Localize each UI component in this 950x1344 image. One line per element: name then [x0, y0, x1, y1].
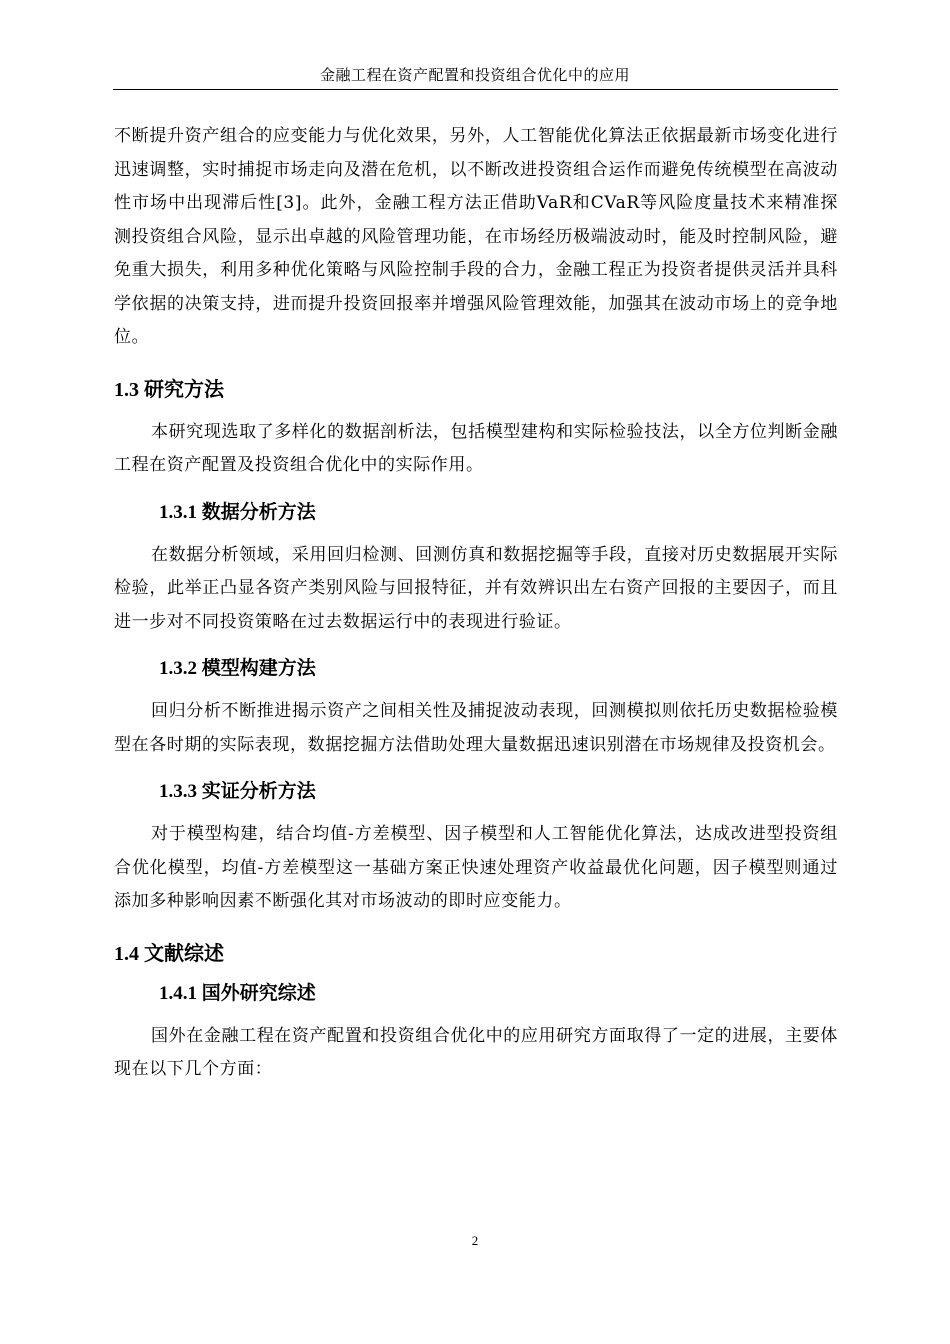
section-1-3-2-paragraph: 回归分析不断推进揭示资产之间相关性及捕捉波动表现，回测模拟则依托历史数据检验模型在各时期的实际表现，数据挖掘方法借助处理大量数据迅速识别潜在市场规律及投资机会。 — [114, 701, 838, 755]
section-1-3-1-paragraph: 在数据分析领域，采用回归检测、回测仿真和数据挖掘等手段，直接对历史数据展开实际检验，此举正凸显各资产类别风险与回报特征，并有效辨识出左右资产回报的主要因子，而且进一步对不同投资策略在过去数据运行中的表现进行验证。 — [114, 544, 838, 632]
intro-paragraph: 不断提升资产组合的应变能力与优化效果，另外，人工智能优化算法正依据最新市场变化进行迅速调整，实时捕捉市场走向及潜在危机，以不断改进投资组合运作而避免传统模型在高波动性市场中出现滞后性[3]。此外，金融工程方法正借助VaR和CVaR等风险度量技术来精准探测投资组合风险，显示出卓越的风险管理功能，在市场经历极端波动时，能及时控制风险，避免重大损失，利用多种优化策略与风险控制手段的合力，金融工程正为投资者提供灵活并具科学依据的决策支持，进而提升投资回报率并增强风险管理效能，加强其在波动市场上的竞争地位。 — [114, 126, 838, 347]
section-heading-1-4: 1.4 文献综述 — [114, 942, 224, 965]
section-1-3-paragraph: 本研究现选取了多样化的数据剖析法，包括模型建构和实际检验技法，以全方位判断金融工程在资产配置及投资组合优化中的实际作用。 — [114, 421, 838, 475]
page-number: 2 — [471, 1233, 479, 1248]
section-heading-1-3-2: 1.3.2 模型构建方法 — [159, 658, 316, 679]
section-heading-1-3-3: 1.3.3 实证分析方法 — [159, 781, 316, 802]
running-header-title: 金融工程在资产配置和投资组合优化中的应用 — [319, 66, 630, 84]
section-1-4-1-paragraph: 国外在金融工程在资产配置和投资组合优化中的应用研究方面取得了一定的进展，主要体现在以下几个方面： — [114, 1025, 838, 1079]
section-1-3-3-paragraph: 对于模型构建，结合均值-方差模型、因子模型和人工智能优化算法，达成改进型投资组合优化模型，均值-方差模型这一基础方案正快速处理资产收益最优化问题，因子模型则通过添加多种影响因素不断强化其对市场波动的即时应变能力。 — [114, 824, 838, 911]
section-heading-1-3-1: 1.3.1 数据分析方法 — [159, 501, 316, 523]
section-heading-1-3: 1.3 研究方法 — [114, 378, 224, 401]
section-heading-1-4-1: 1.4.1 国外研究综述 — [159, 982, 316, 1004]
header-divider — [113, 89, 838, 90]
page-body — [114, 120, 838, 1087]
